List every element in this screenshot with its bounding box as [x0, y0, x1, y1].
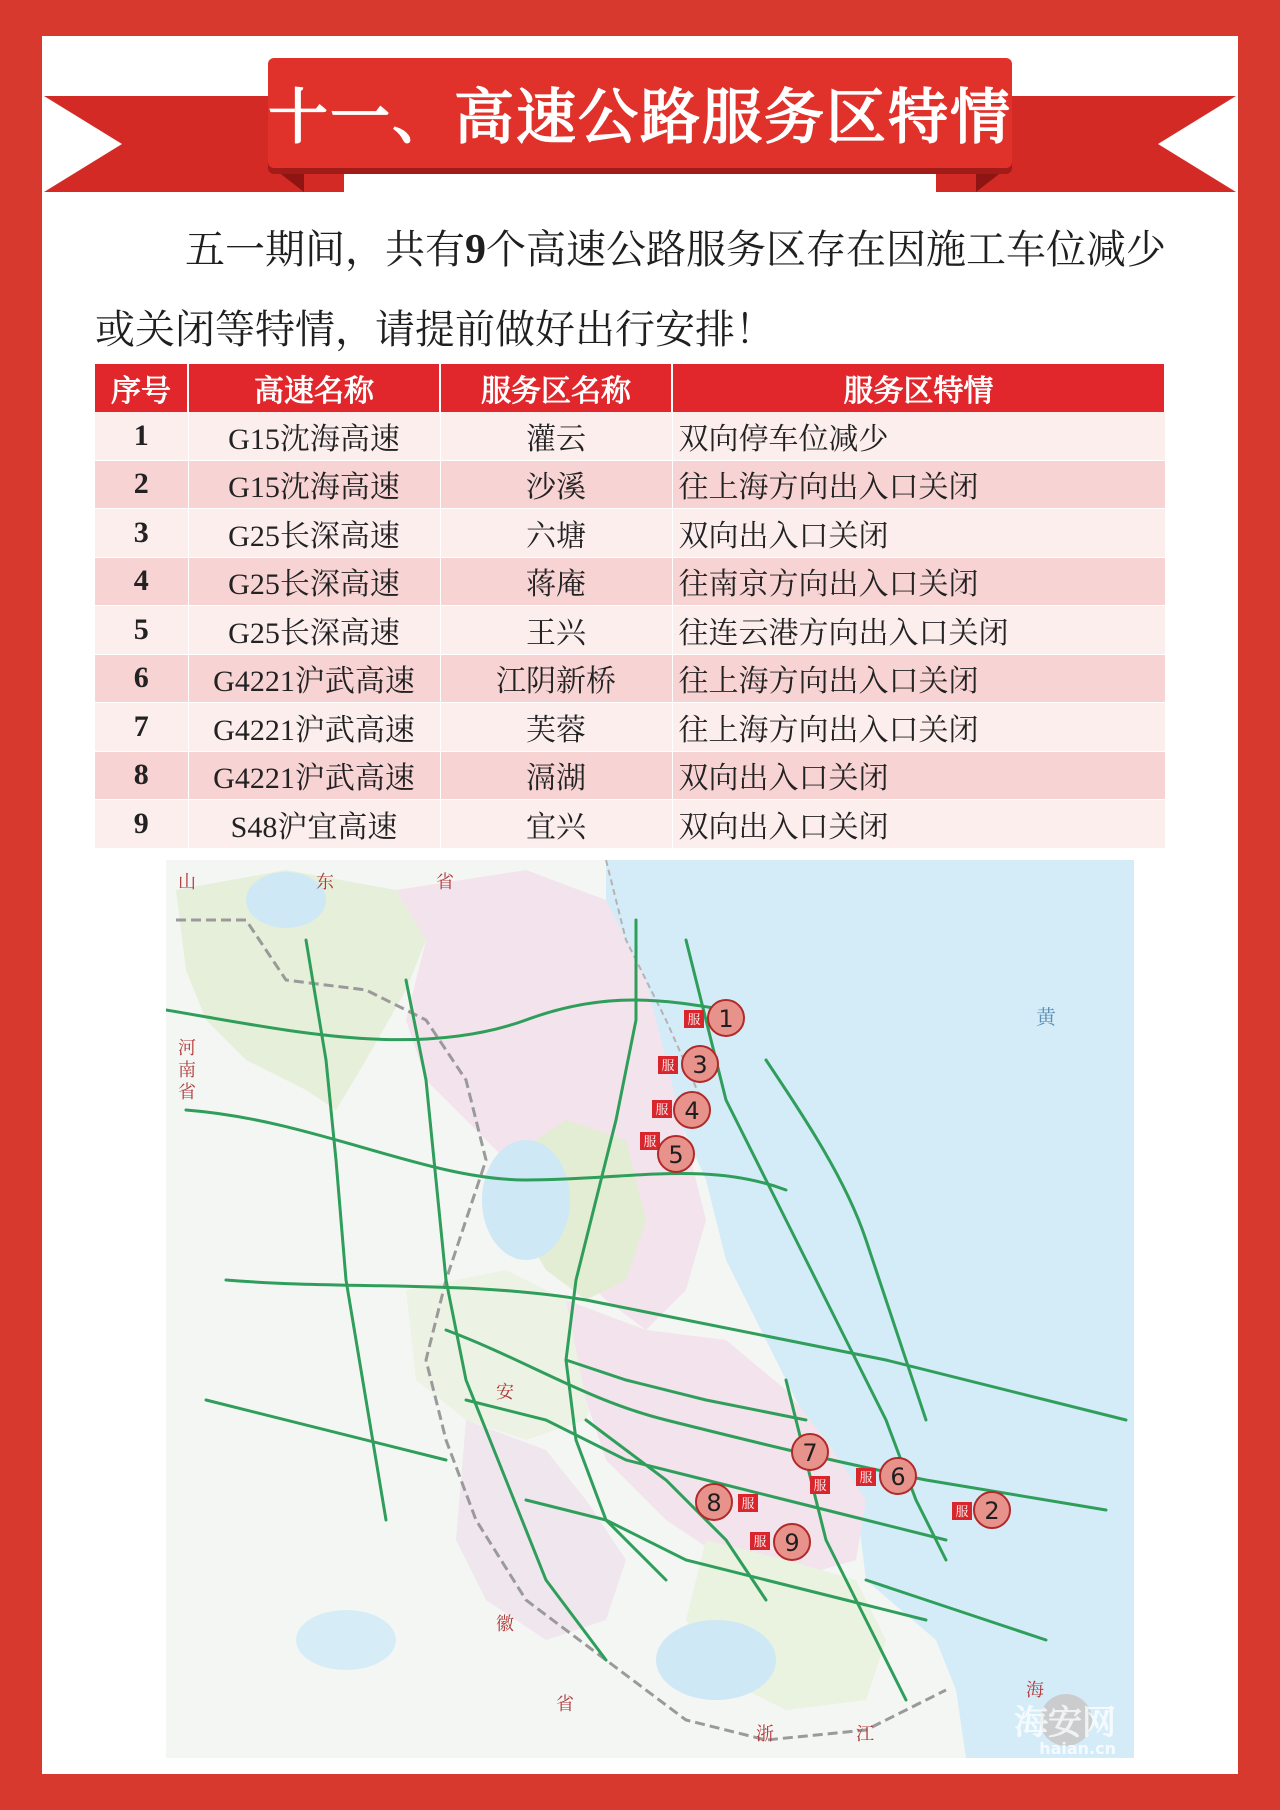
service-area-count: 9 [465, 227, 486, 273]
header-highway: 高速名称 [188, 364, 440, 412]
table-row [95, 412, 1165, 460]
label-an: 安 [496, 1382, 514, 1403]
header-area: 服务区名称 [440, 364, 672, 412]
row-highway: G25长深高速 [188, 557, 440, 606]
row-area: 滆湖 [440, 751, 672, 800]
header-index: 序号 [95, 364, 188, 412]
row-area: 沙溪 [440, 460, 672, 509]
watermark-sub: haian.cn [1039, 1739, 1116, 1758]
row-index: 2 [95, 460, 188, 509]
table-row [95, 606, 1165, 655]
service-icon-label: 服 [955, 1505, 969, 1520]
row-area: 六塘 [440, 509, 672, 558]
watermark-main: 海安网 [1014, 1703, 1116, 1743]
page-title: 十一、高速公路服务区特情 [268, 83, 1012, 153]
service-icon-label: 服 [661, 1059, 675, 1074]
label-hai: 海 [1026, 1680, 1044, 1701]
row-note: 双向出入口关闭 [672, 800, 1165, 849]
header-note: 服务区特情 [672, 364, 1165, 412]
table-row [95, 509, 1165, 558]
row-note: 双向停车位减少 [672, 412, 1165, 460]
table-row [95, 557, 1165, 606]
row-area: 芙蓉 [440, 703, 672, 752]
row-area: 蒋庵 [440, 557, 672, 606]
marker-number: 8 [706, 1489, 722, 1517]
row-highway: G15沈海高速 [188, 412, 440, 460]
row-index: 5 [95, 606, 188, 655]
row-highway: G25长深高速 [188, 509, 440, 558]
marker-number: 9 [784, 1529, 800, 1557]
row-index: 7 [95, 703, 188, 752]
row-index: 3 [95, 509, 188, 558]
row-highway: S48沪宜高速 [188, 800, 440, 849]
label-hui: 徽 [496, 1614, 514, 1635]
service-icon-label: 服 [741, 1497, 755, 1512]
label-huang: 黄 [1036, 1005, 1056, 1029]
label-sheng-north: 省 [436, 872, 454, 893]
row-highway: G25长深高速 [188, 606, 440, 655]
service-icon-label: 服 [687, 1013, 701, 1028]
label-sheng-west: 省 [178, 1082, 196, 1103]
row-note: 双向出入口关闭 [672, 751, 1165, 800]
row-note: 双向出入口关闭 [672, 509, 1165, 558]
row-note: 往南京方向出入口关闭 [672, 557, 1165, 606]
table-row [95, 800, 1165, 849]
service-icon-label: 服 [859, 1471, 873, 1486]
row-area: 灌云 [440, 412, 672, 460]
label-jiang: 江 [856, 1724, 874, 1745]
intro-text-start: 五一期间，共有 [185, 227, 465, 273]
row-index: 9 [95, 800, 188, 849]
table-row [95, 460, 1165, 509]
title-banner [268, 58, 1012, 168]
row-note: 往上海方向出入口关闭 [672, 654, 1165, 703]
row-note: 往连云港方向出入口关闭 [672, 606, 1165, 655]
row-area: 宜兴 [440, 800, 672, 849]
label-dong: 东 [316, 872, 334, 893]
marker-number: 7 [802, 1439, 818, 1467]
lake-weishan [246, 872, 326, 928]
label-sheng-south: 省 [556, 1694, 574, 1715]
row-area: 王兴 [440, 606, 672, 655]
label-zhe: 浙 [756, 1724, 774, 1745]
row-highway: G4221沪武高速 [188, 751, 440, 800]
map-canvas [166, 860, 1134, 1758]
row-index: 6 [95, 654, 188, 703]
label-nan: 南 [178, 1060, 196, 1081]
table-header-row [95, 364, 1165, 412]
service-icon-label: 服 [643, 1135, 657, 1150]
label-he: 河 [178, 1038, 196, 1059]
row-area: 江阴新桥 [440, 654, 672, 703]
service-icon-label: 服 [753, 1535, 767, 1550]
label-shan: 山 [178, 872, 196, 893]
marker-number: 3 [692, 1051, 708, 1079]
marker-number: 6 [890, 1463, 906, 1491]
marker-number: 2 [984, 1497, 1000, 1525]
service-icon-label: 服 [655, 1103, 669, 1118]
lake-hongze [482, 1140, 570, 1260]
intro-text-end: 个高速公路服务区存在因施工车位减少或关闭等特情，请提前做好出行安排！ [95, 227, 1166, 353]
service-icon-label: 服 [813, 1479, 827, 1494]
table-row [95, 703, 1165, 752]
row-highway: G4221沪武高速 [188, 703, 440, 752]
lake-chao [296, 1610, 396, 1670]
marker-number: 1 [718, 1005, 734, 1033]
table-row [95, 654, 1165, 703]
row-highway: G4221沪武高速 [188, 654, 440, 703]
marker-number: 4 [684, 1097, 700, 1125]
table-row [95, 751, 1165, 800]
row-note: 往上海方向出入口关闭 [672, 703, 1165, 752]
row-index: 4 [95, 557, 188, 606]
row-index: 1 [95, 412, 188, 460]
lake-tai [656, 1620, 776, 1700]
highway-map [166, 860, 1134, 1758]
marker-number: 5 [668, 1141, 684, 1169]
row-highway: G15沈海高速 [188, 460, 440, 509]
row-note: 往上海方向出入口关闭 [672, 460, 1165, 509]
row-index: 8 [95, 751, 188, 800]
intro-paragraph [95, 210, 1185, 370]
service-area-table [95, 364, 1166, 849]
